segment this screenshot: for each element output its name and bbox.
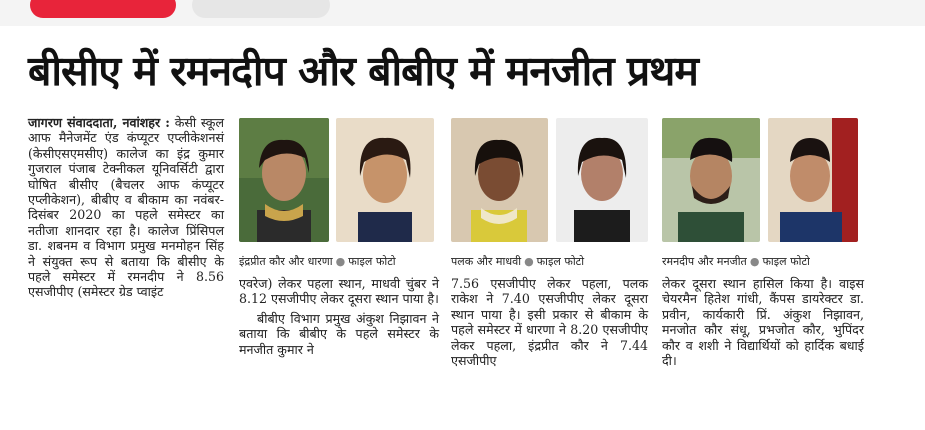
headline: बीसीए में रमनदीप और बीबीए में मनजीत प्रथम [28,47,698,95]
byline: जागरण संवाददाता, नवांशहर : [28,115,170,130]
photo-madhvi [556,118,648,242]
caption-group-2 [451,254,584,269]
photo-dharna [336,118,434,242]
article-column-2 [239,276,439,357]
col2-paragraph-1: एवरेज) लेकर पहला स्थान, माधवी चुंबर ने 8.12 एसजीपीए लेकर दूसरा स्थान पाया है। [239,276,439,307]
bullet-dot-icon: ● [749,255,760,268]
col3-text: 7.56 एसजीपीए लेकर पहला, पलक राकेश ने 7.40 एसजीपीए लेकर दूसरा स्थान पाया है। इसी प्रकार से बीकाम के पहले समेस्टर में धारणा ने 8.20 एसजीपीए लेकर पहला, इंद्रप्रीत कौर ने 7.44 एसजीपीए [451,276,648,369]
bullet-dot-icon: ● [524,255,534,268]
red-tab-pill[interactable] [30,0,176,18]
article-column-4 [662,276,864,368]
photo-ramandeep [662,118,760,242]
photo-palak [451,118,548,242]
photo-manjeet [768,118,858,242]
col2-paragraph-2: बीबीए विभाग प्रमुख अंकुश निझावन ने बताया कि बीबीए के पहले समेस्टर के मनजीत कुमार ने [239,310,439,357]
photo-inderpreet-kaur [239,118,329,242]
col1-text: केसी स्कूल आफ मैनेजमेंट एंड कंप्यूटर एप्लीकेशनसं (केसीएसएमसीए) कालेज का इंद्र कुमार गुजराल पंजाब टेक्नीकल यूनिवर्सिटी द्वारा घोषित बीसीए (बैचलर आफ कंप्यूटर एप्लीकेशन), बीबीए व बीकाम का नवंबर-दिसंबर 2020 का पहले समेस्टर का नतीजा शानदार रहा है। कालेज प्रिंसिपल डा. शबनम व विभाग प्रमुख मनमोहन सिंह ने संयुक्त रूप से बताया कि बीसीए के पहले समेस्टर में रमनदीप ने 8.56 एसजीपीए (समेस्टर ग्रेड प्वाइंट [28,115,225,300]
col4-text: लेकर दूसरा स्थान हासिल किया है। वाइस चेयरमैन हितेश गांधी, कैंपस डायरेक्टर डा. प्रवीन, कार्यकारी प्रिं. अंकुश निझावन, मनजोत कौर संधू, प्रभजोत कौर, भुपिंदर कौर व शशी ने विद्यार्थियों को हार्दिक बधाई दी। [662,276,864,369]
caption-names-2: पलक और माधवी [451,255,522,268]
caption-group-1 [239,254,396,269]
photo-credit-3: फाइल फोटो [762,255,810,268]
article-column-3 [451,276,648,368]
article-column-1 [28,115,224,300]
grey-tab-pill[interactable] [192,0,330,18]
browser-top-bar [0,0,925,26]
photo-credit-1: फाइल फोटो [348,255,396,268]
caption-names-1: इंद्रप्रीत कौर और धारणा [239,255,333,268]
photo-credit-2: फाइल फोटो [536,255,585,268]
caption-group-3 [662,254,810,269]
bullet-dot-icon: ● [335,255,346,268]
caption-names-3: रमनदीप और मनजीत [662,255,747,268]
